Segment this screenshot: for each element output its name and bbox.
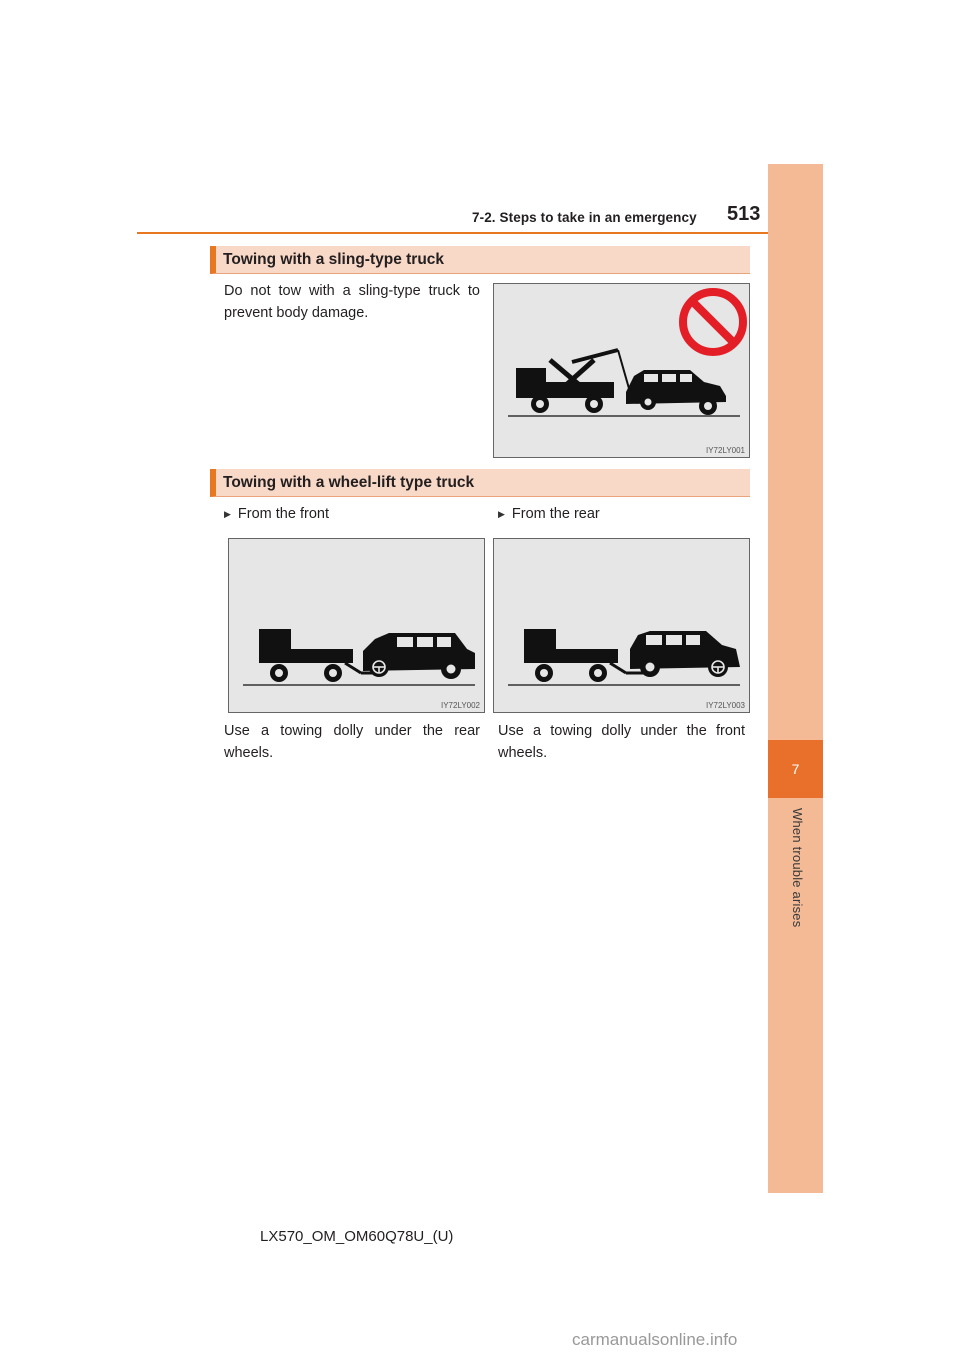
sling-warning-text: Do not tow with a sling-type truck to prevent body damage.: [224, 283, 480, 321]
prohibited-icon: [683, 292, 743, 352]
watermark: carmanualsonline.info: [572, 1330, 738, 1349]
chapter-side-tab: [768, 164, 823, 1193]
from-front-illustration: [229, 539, 484, 712]
from-rear-illustration: [494, 539, 749, 712]
chapter-title: When trouble arises: [790, 808, 805, 928]
document-code: LX570_OM_OM60Q78U_(U): [260, 1228, 454, 1245]
sling-truck-figure: [493, 283, 750, 458]
from-front-label: ▶ From the front: [224, 506, 329, 522]
from-rear-figure: [493, 538, 750, 713]
figure-code: IY72LY002: [441, 701, 480, 710]
figure-code: IY72LY003: [706, 701, 745, 710]
from-front-figure: [228, 538, 485, 713]
triangle-bullet-icon: ▶: [224, 509, 231, 519]
section-title: 7-2. Steps to take in an emergency: [472, 210, 697, 225]
from-rear-label: ▶ From the rear: [498, 506, 600, 522]
truck-cab-icon: [259, 629, 291, 663]
truck-cab-icon: [516, 368, 546, 398]
truck-cab-icon: [524, 629, 556, 663]
rear-caption: Use a towing dolly under the front wheels.: [498, 723, 745, 761]
sling-truck-illustration: [494, 284, 749, 457]
sling-section-heading: Towing with a sling-type truck: [210, 246, 750, 274]
header-rule: [137, 232, 823, 234]
chapter-number: 7: [768, 740, 823, 798]
front-caption: Use a towing dolly under the rear wheels.: [224, 723, 480, 761]
triangle-bullet-icon: ▶: [498, 509, 505, 519]
figure-code: IY72LY001: [706, 446, 745, 455]
wheel-lift-section-heading: Towing with a wheel-lift type truck: [210, 469, 750, 497]
page-number: 513: [727, 203, 761, 225]
